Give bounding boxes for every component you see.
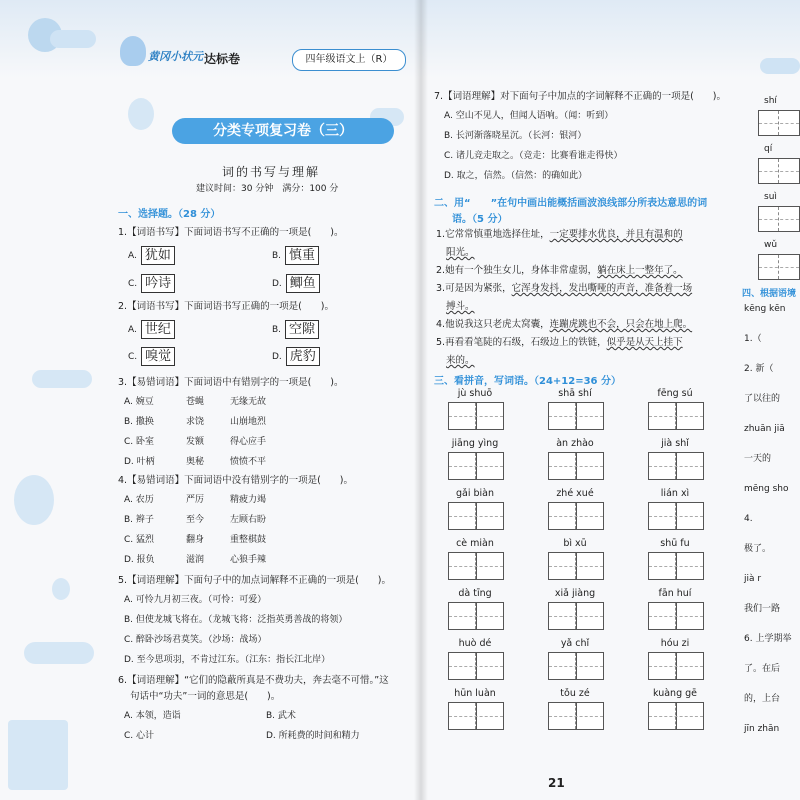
pinyin-label: bì xū [563, 538, 587, 549]
writing-grid-box[interactable] [448, 702, 504, 730]
q3-option-c[interactable] [124, 436, 154, 449]
item-text: 他说我这只老虎太窝囊， [445, 319, 550, 330]
edge-pinyin: shí [764, 96, 777, 106]
option-word: B. 撒换 [124, 417, 154, 427]
writing-grid-box[interactable] [648, 502, 704, 530]
q3-word: 山崩地烈 [230, 417, 267, 427]
writing-grid-box[interactable] [548, 652, 604, 680]
edge-line: 了。在后 [744, 664, 781, 674]
pinyin-label: zhé xué [556, 488, 594, 499]
section-heading-cont: 语。（5 分） [452, 214, 508, 225]
writing-grid-box[interactable] [448, 502, 504, 530]
option-word: 吟诗 [141, 274, 175, 293]
cloud-icon [760, 58, 800, 74]
q3-option-a[interactable] [124, 396, 154, 409]
option-word: D. 报负 [124, 555, 155, 565]
option-letter: D. [272, 352, 282, 362]
item-number: 2. [436, 265, 446, 276]
pinyin-label: kuàng gē [653, 688, 697, 699]
question-5: 5.【词语理解】下面句子中的加点词解释不正确的一项是( )。 [118, 575, 391, 586]
item-number: 4. [436, 319, 446, 330]
q5-option-c[interactable]: C. 醉卧沙场君莫笑。（沙场：战场） [124, 635, 267, 645]
q2-option-d[interactable] [272, 347, 320, 366]
question-4: 4.【易错词语】下面词语中没有错别字的一项是( )。 [118, 475, 353, 486]
q3-word: 发额 [186, 437, 205, 447]
edge-pinyin: suì [764, 192, 777, 202]
q6-option-c[interactable]: C. 心计 [124, 731, 155, 741]
item-text: 她有一个独生女儿，身体非常虚弱， [445, 265, 598, 276]
option-word: A. 婉豆 [124, 397, 154, 407]
item-number: 3. [436, 283, 446, 294]
edge-pinyin: wǔ [764, 240, 778, 250]
q4-word: 精疲力竭 [230, 495, 267, 505]
option-letter: C. [128, 279, 138, 289]
edge-line: 极了。 [744, 544, 772, 554]
option-word: 鲫鱼 [286, 274, 320, 293]
pinyin-label: tǒu zé [560, 688, 590, 699]
q4-word: 滋润 [186, 555, 205, 565]
option-word: 慎重 [285, 246, 319, 265]
grade-label: 四年级语文上（R） [292, 49, 406, 71]
option-letter: B. [272, 251, 282, 261]
pinyin-label: gǎi biàn [455, 488, 495, 499]
balloon-icon [128, 98, 154, 130]
q4-word: 左顾右盼 [230, 515, 267, 525]
edge-line: 2. 新（ [744, 364, 774, 374]
writing-grid-box[interactable] [548, 402, 604, 430]
writing-grid-box[interactable] [548, 452, 604, 480]
option-word: C. 猛烈 [124, 535, 155, 545]
badge-label: 达标卷 [204, 52, 241, 66]
writing-grid-box[interactable] [648, 702, 704, 730]
option-word: C. 卧室 [124, 437, 155, 447]
q7-option-b[interactable]: B. 长河渐落晓星沉。（长河：银河） [444, 131, 587, 141]
edge-writing-grid[interactable] [758, 254, 800, 280]
mascot-icon [120, 36, 146, 66]
pinyin-label: cè miàn [456, 538, 494, 549]
wavy-text: 躺在床上一整年了。 [597, 265, 683, 276]
item-number: 1. [436, 229, 446, 240]
q1-option-c[interactable] [128, 274, 175, 293]
airplane-icon [24, 642, 94, 664]
q2-option-a[interactable] [128, 320, 175, 339]
q5-option-a[interactable]: A. 可怜九月初三夜。（可怜：可爱） [124, 595, 267, 605]
pinyin-label: àn zhào [556, 438, 594, 449]
q4-word: 重整棋鼓 [230, 535, 267, 545]
wavy-text: 连蹦虎跳也不会，只会在地上爬。 [549, 319, 693, 330]
edge-line: 1.（ [744, 334, 762, 344]
writing-grid-box[interactable] [648, 402, 704, 430]
option-word: A. 农历 [124, 495, 154, 505]
edge-section-heading: 四、根据语境 [742, 289, 797, 299]
edge-writing-grid[interactable] [758, 206, 800, 232]
question-6-line1: 6.【词语理解】“它们的隐蔽所真是不费功夫，奔去毫不可惜。”这 [118, 675, 389, 686]
q2-option-c[interactable] [128, 347, 175, 366]
question-7: 7.【词语理解】对下面句子中加点的字词解释不正确的一项是( )。 [434, 91, 726, 102]
wavy-text: 来的。 [446, 355, 475, 366]
s2-item-2[interactable] [436, 264, 683, 277]
q5-option-b[interactable]: B. 但使龙城飞将在。（龙城飞将：泛指英勇善战的将领） [124, 615, 348, 625]
q3-word: 苍蝇 [186, 397, 205, 407]
question-6-line2: 句话中“功夫”一词的意思是( )。 [130, 691, 281, 702]
edge-pinyin: qí [764, 144, 773, 154]
q4-word: 至今 [186, 515, 205, 525]
option-word: 空隙 [285, 320, 319, 339]
pinyin-label: fēng sú [657, 388, 693, 399]
option-word: 虎豹 [286, 347, 320, 366]
pinyin-label: jià shǐ [661, 438, 689, 449]
writing-grid-box[interactable] [448, 602, 504, 630]
cloud-icon [50, 30, 96, 48]
pinyin-label: hóu zi [660, 638, 690, 649]
q4-option-d[interactable] [124, 554, 155, 567]
edge-line: 了以往的 [744, 394, 781, 404]
writing-grid-box[interactable] [548, 552, 604, 580]
option-word: 嗅觉 [141, 347, 175, 366]
q6-option-b[interactable]: B. 武术 [266, 711, 296, 721]
q7-option-c[interactable]: C. 诸儿竞走取之。（竞走：比赛看谁走得快） [444, 151, 623, 161]
edge-writing-grid[interactable] [758, 158, 800, 184]
q3-word: 愤愤不平 [230, 457, 267, 467]
balloon-icon [52, 578, 70, 600]
q3-option-d[interactable] [124, 456, 155, 469]
windmill-icon [8, 720, 68, 790]
wavy-text: 搏斗。 [446, 301, 475, 312]
q4-word: 心狼手辣 [230, 555, 267, 565]
writing-grid-box[interactable] [648, 652, 704, 680]
item-text: 可是因为紧张， [445, 283, 512, 294]
page-title: 分类专项复习卷（三） [172, 118, 394, 144]
q3-word: 得心应手 [230, 437, 267, 447]
edge-line: 的，上台 [744, 694, 781, 704]
pinyin-label: xiǎ jiàng [554, 588, 596, 599]
s2-item-1[interactable] [436, 228, 683, 241]
page-number: 21 [548, 776, 565, 790]
q1-option-d[interactable] [272, 274, 320, 293]
question-3: 3.【易错词语】下面词语中有错别字的一项是( )。 [118, 377, 344, 388]
q6-option-d[interactable]: D. 所耗费的时间和精力 [266, 731, 360, 741]
option-word: 世纪 [141, 320, 175, 339]
writing-grid-box[interactable] [448, 452, 504, 480]
s2-item-3[interactable] [436, 282, 692, 295]
s2-item-5[interactable] [436, 336, 683, 349]
writing-grid-box[interactable] [548, 602, 604, 630]
item-number: 5. [436, 337, 446, 348]
pinyin-label: huò dé [458, 638, 492, 649]
q2-option-b[interactable] [272, 320, 319, 339]
q1-option-a[interactable] [128, 246, 175, 265]
q7-option-d[interactable]: D. 取之，信然。（信然：的确如此） [444, 171, 588, 181]
writing-grid-box[interactable] [648, 452, 704, 480]
edge-line: jīn zhān [744, 724, 780, 734]
option-word: B. 辫子 [124, 515, 154, 525]
option-letter: D. [272, 279, 282, 289]
wavy-text: 一定要排水优良，并且有温和的 [549, 229, 683, 240]
logo-text: 黄冈小状元 [148, 50, 203, 63]
s2-item-5-cont [446, 354, 475, 367]
q4-option-c[interactable] [124, 534, 154, 547]
option-letter: A. [128, 251, 137, 261]
q1-option-b[interactable] [272, 246, 319, 265]
writing-grid-box[interactable] [448, 552, 504, 580]
writing-grid-box[interactable] [448, 402, 504, 430]
item-text: 它常常慎重地选择住址， [445, 229, 550, 240]
pinyin-label: dà tīng [458, 588, 492, 599]
wavy-text: 它浑身发抖，发出嘶哑的声音，准备着一场 [511, 283, 693, 294]
section-heading: 二、用“ ”在句中画出能概括画波浪线部分所表达意思的词 [434, 198, 708, 209]
writing-grid-box[interactable] [448, 652, 504, 680]
s2-item-3-cont [446, 300, 475, 313]
wavy-text: 似乎是从天上挂下 [606, 337, 683, 348]
pinyin-label: shū fu [660, 538, 690, 549]
option-word: D. 叶柄 [124, 457, 155, 467]
q3-word: 无缘无故 [230, 397, 267, 407]
q3-word: 奥秘 [186, 457, 205, 467]
edge-line: zhuān jiā [744, 424, 785, 434]
edge-line: jià r [744, 574, 762, 584]
option-letter: B. [272, 325, 282, 335]
s2-item-4[interactable] [436, 318, 692, 331]
book-spine [414, 0, 428, 800]
section-heading: 三、看拼音，写词语。（24+12=36 分） [434, 376, 621, 387]
option-word: 犹如 [141, 246, 175, 265]
question-2: 2.【词语书写】下面词语书写正确的一项是( )。 [118, 301, 334, 312]
section-subtitle: 词的书写与理解 [222, 165, 321, 179]
pinyin-label: jiāng yìng [451, 438, 499, 449]
question-1: 1.【词语书写】下面词语书写不正确的一项是( )。 [118, 227, 344, 238]
item-text: 再看看笔陡的石级，石级边上的铁链， [445, 337, 607, 348]
q4-word: 翻身 [186, 535, 205, 545]
s2-item-1-cont [446, 246, 475, 259]
pinyin-label: shā shí [558, 388, 592, 399]
q7-option-a[interactable]: A. 空山不见人，但闻人语响。（闻：听到） [444, 111, 614, 121]
q3-option-b[interactable] [124, 416, 154, 429]
edge-writing-grid[interactable] [758, 110, 800, 136]
edge-line: 我们一路 [744, 604, 781, 614]
writing-grid-box[interactable] [548, 702, 604, 730]
q4-option-a[interactable] [124, 494, 154, 507]
edge-line: 6. 上学期举 [744, 634, 792, 644]
edge-line: 一天的 [744, 454, 772, 464]
wavy-text: 阳光。 [446, 247, 475, 258]
writing-grid-box[interactable] [648, 602, 704, 630]
section-heading: 一、选择题。（28 分） [118, 209, 221, 220]
time-info: 建议时间：30 分钟 满分：100 分 [196, 184, 339, 194]
option-letter: C. [128, 352, 138, 362]
q4-word: 严厉 [186, 495, 205, 505]
writing-grid-box[interactable] [648, 552, 704, 580]
option-letter: A. [128, 325, 137, 335]
edge-line: mēng sho [744, 484, 789, 494]
balloon-icon [14, 475, 54, 525]
pinyin-label: hūn luàn [454, 688, 496, 699]
edge-line: 4. [744, 514, 753, 524]
airplane-icon [32, 370, 92, 388]
pinyin-label: yǎ chǐ [560, 638, 590, 649]
edge-line: kēng kēn [744, 304, 786, 314]
q3-word: 求饶 [186, 417, 205, 427]
q5-option-d[interactable]: D. 至今思项羽，不肯过江东。（江东：指长江北岸） [124, 655, 331, 665]
pinyin-label: fān huí [658, 588, 692, 599]
pinyin-label: lián xì [660, 488, 690, 499]
pinyin-label: jù shuō [457, 388, 493, 399]
q4-option-b[interactable] [124, 514, 154, 527]
writing-grid-box[interactable] [548, 502, 604, 530]
q6-option-a[interactable]: A. 本领，造诣 [124, 711, 181, 721]
